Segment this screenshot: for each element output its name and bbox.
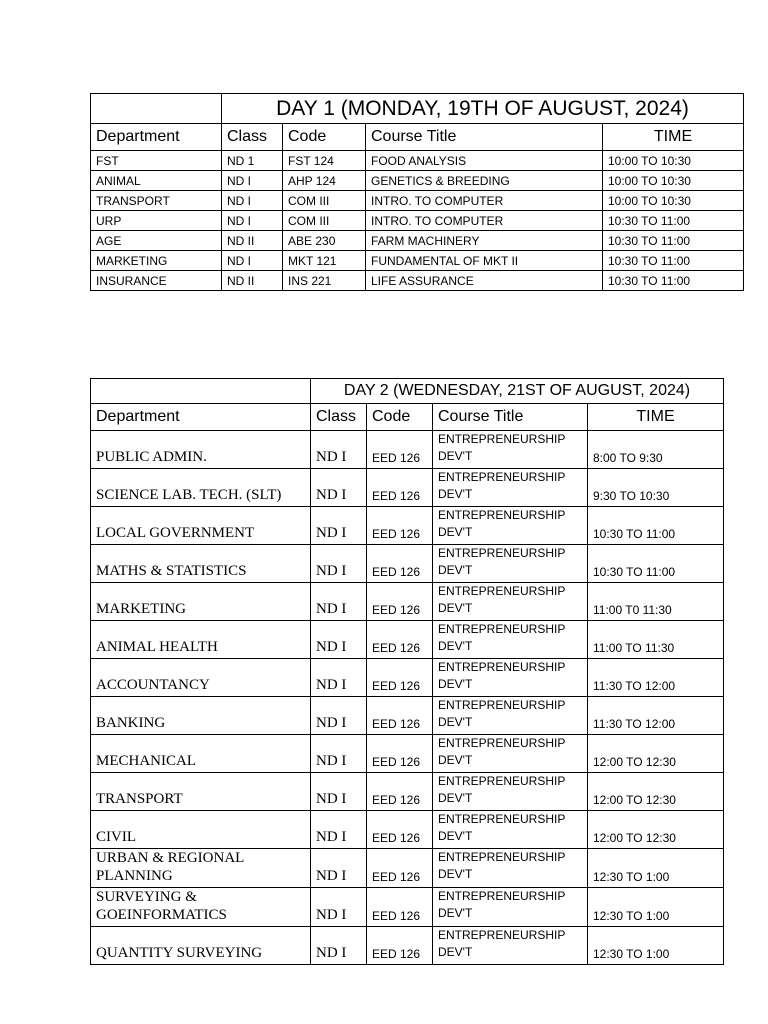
course-title-cell: ENTREPRENEURSHIP DEV'T	[433, 621, 588, 659]
day1-timetable	[90, 93, 744, 291]
table-row	[91, 151, 744, 171]
department-cell: SURVEYING & GOEINFORMATICS	[91, 888, 311, 927]
time-cell: 12:30 TO 1:00	[588, 849, 724, 888]
code-cell: EED 126	[367, 545, 433, 583]
course-title-cell: ENTREPRENEURSHIP DEV'T	[433, 811, 588, 849]
time-cell: 9:30 TO 10:30	[588, 469, 724, 507]
course-title-cell: ENTREPRENEURSHIP DEV'T	[433, 545, 588, 583]
table-row	[91, 927, 724, 965]
table-row	[91, 271, 744, 291]
table-row	[91, 191, 744, 211]
header-course-title: Course Title	[366, 124, 603, 151]
header-time: TIME	[603, 124, 744, 151]
time-cell: 10:30 TO 11:00	[588, 545, 724, 583]
department-cell: ANIMAL	[91, 171, 222, 191]
code-cell: COM III	[283, 191, 366, 211]
header-time: TIME	[588, 404, 724, 431]
class-cell: ND I	[311, 545, 367, 583]
time-cell: 11:30 TO 12:00	[588, 659, 724, 697]
code-cell: EED 126	[367, 621, 433, 659]
day2-title-row	[91, 379, 724, 404]
department-cell: QUANTITY SURVEYING	[91, 927, 311, 965]
course-title-cell: FUNDAMENTAL OF MKT II	[366, 251, 603, 271]
code-cell: EED 126	[367, 888, 433, 927]
course-title-cell: ENTREPRENEURSHIP DEV'T	[433, 507, 588, 545]
time-cell: 10:00 TO 10:30	[603, 151, 744, 171]
time-cell: 10:30 TO 11:00	[603, 271, 744, 291]
day2-title: DAY 2 (WEDNESDAY, 21ST OF AUGUST, 2024)	[311, 379, 724, 404]
time-cell: 10:00 TO 10:30	[603, 171, 744, 191]
table-row	[91, 171, 744, 191]
header-class: Class	[311, 404, 367, 431]
table-row	[91, 545, 724, 583]
time-cell: 12:30 TO 1:00	[588, 888, 724, 927]
course-title-cell: ENTREPRENEURSHIP DEV'T	[433, 888, 588, 927]
header-course-title: Course Title	[433, 404, 588, 431]
code-cell: EED 126	[367, 811, 433, 849]
code-cell: EED 126	[367, 507, 433, 545]
department-cell: TRANSPORT	[91, 191, 222, 211]
time-cell: 10:30 TO 11:00	[603, 251, 744, 271]
course-title-cell: ENTREPRENEURSHIP DEV'T	[433, 849, 588, 888]
time-cell: 10:30 TO 11:00	[588, 507, 724, 545]
table-row	[91, 211, 744, 231]
course-title-cell: ENTREPRENEURSHIP DEV'T	[433, 927, 588, 965]
class-cell: ND I	[311, 927, 367, 965]
department-cell: TRANSPORT	[91, 773, 311, 811]
day1-rows	[91, 151, 744, 291]
course-title-cell: FOOD ANALYSIS	[366, 151, 603, 171]
table-row	[91, 773, 724, 811]
code-cell: EED 126	[367, 735, 433, 773]
department-cell: AGE	[91, 231, 222, 251]
class-cell: ND II	[222, 271, 283, 291]
department-cell: ANIMAL HEALTH	[91, 621, 311, 659]
time-cell: 10:30 TO 11:00	[603, 211, 744, 231]
department-cell: URBAN & REGIONAL PLANNING	[91, 849, 311, 888]
header-department: Department	[91, 404, 311, 431]
class-cell: ND I	[311, 811, 367, 849]
course-title-cell: ENTREPRENEURSHIP DEV'T	[433, 697, 588, 735]
header-department: Department	[91, 124, 222, 151]
day1-header-row	[91, 124, 744, 151]
department-cell: FST	[91, 151, 222, 171]
class-cell: ND I	[311, 659, 367, 697]
course-title-cell: INTRO. TO COMPUTER	[366, 191, 603, 211]
class-cell: ND I	[311, 469, 367, 507]
code-cell: MKT 121	[283, 251, 366, 271]
department-cell: PUBLIC ADMIN.	[91, 431, 311, 469]
course-title-cell: FARM MACHINERY	[366, 231, 603, 251]
code-cell: FST 124	[283, 151, 366, 171]
time-cell: 12:00 TO 12:30	[588, 773, 724, 811]
class-cell: ND I	[311, 735, 367, 773]
class-cell: ND I	[311, 849, 367, 888]
day1-title: DAY 1 (MONDAY, 19TH OF AUGUST, 2024)	[222, 94, 744, 124]
department-cell: MARKETING	[91, 583, 311, 621]
department-cell: LOCAL GOVERNMENT	[91, 507, 311, 545]
department-cell: CIVIL	[91, 811, 311, 849]
code-cell: EED 126	[367, 773, 433, 811]
code-cell: COM III	[283, 211, 366, 231]
class-cell: ND I	[222, 171, 283, 191]
time-cell: 11:30 TO 12:00	[588, 697, 724, 735]
table-row	[91, 735, 724, 773]
department-cell: MECHANICAL	[91, 735, 311, 773]
department-cell: ACCOUNTANCY	[91, 659, 311, 697]
header-class: Class	[222, 124, 283, 151]
header-code: Code	[367, 404, 433, 431]
class-cell: ND I	[311, 583, 367, 621]
class-cell: ND I	[311, 621, 367, 659]
class-cell: ND I	[311, 773, 367, 811]
code-cell: EED 126	[367, 849, 433, 888]
table-row	[91, 469, 724, 507]
course-title-cell: ENTREPRENEURSHIP DEV'T	[433, 469, 588, 507]
table-row	[91, 849, 724, 888]
day2-title-blank-cell	[91, 379, 311, 404]
department-cell: URP	[91, 211, 222, 231]
course-title-cell: ENTREPRENEURSHIP DEV'T	[433, 659, 588, 697]
class-cell: ND I	[311, 507, 367, 545]
table-row	[91, 583, 724, 621]
class-cell: ND I	[311, 431, 367, 469]
table-row	[91, 659, 724, 697]
class-cell: ND 1	[222, 151, 283, 171]
day2-header-row	[91, 404, 724, 431]
code-cell: AHP 124	[283, 171, 366, 191]
time-cell: 12:00 TO 12:30	[588, 811, 724, 849]
time-cell: 10:30 TO 11:00	[603, 231, 744, 251]
code-cell: EED 126	[367, 927, 433, 965]
day2-rows	[91, 431, 724, 965]
code-cell: ABE 230	[283, 231, 366, 251]
table-row	[91, 888, 724, 927]
table-row	[91, 621, 724, 659]
table-row	[91, 811, 724, 849]
time-cell: 11:00 T0 11:30	[588, 583, 724, 621]
day1-title-blank-cell	[91, 94, 222, 124]
class-cell: ND I	[222, 251, 283, 271]
class-cell: ND I	[222, 211, 283, 231]
department-cell: SCIENCE LAB. TECH. (SLT)	[91, 469, 311, 507]
time-cell: 12:00 TO 12:30	[588, 735, 724, 773]
table-row	[91, 507, 724, 545]
code-cell: EED 126	[367, 697, 433, 735]
department-cell: INSURANCE	[91, 271, 222, 291]
code-cell: EED 126	[367, 583, 433, 621]
class-cell: ND I	[311, 888, 367, 927]
course-title-cell: ENTREPRENEURSHIP DEV'T	[433, 773, 588, 811]
time-cell: 11:00 TO 11:30	[588, 621, 724, 659]
class-cell: ND I	[311, 697, 367, 735]
time-cell: 10:00 TO 10:30	[603, 191, 744, 211]
code-cell: EED 126	[367, 659, 433, 697]
table-row	[91, 231, 744, 251]
day1-title-row	[91, 94, 744, 124]
course-title-cell: INTRO. TO COMPUTER	[366, 211, 603, 231]
department-cell: MARKETING	[91, 251, 222, 271]
class-cell: ND II	[222, 231, 283, 251]
department-cell: BANKING	[91, 697, 311, 735]
course-title-cell: GENETICS & BREEDING	[366, 171, 603, 191]
time-cell: 8:00 TO 9:30	[588, 431, 724, 469]
table-row	[91, 697, 724, 735]
class-cell: ND I	[222, 191, 283, 211]
course-title-cell: ENTREPRENEURSHIP DEV'T	[433, 735, 588, 773]
course-title-cell: ENTREPRENEURSHIP DEV'T	[433, 431, 588, 469]
course-title-cell: ENTREPRENEURSHIP DEV'T	[433, 583, 588, 621]
code-cell: EED 126	[367, 431, 433, 469]
department-cell: MATHS & STATISTICS	[91, 545, 311, 583]
day2-timetable	[90, 378, 724, 965]
table-row	[91, 251, 744, 271]
time-cell: 12:30 TO 1:00	[588, 927, 724, 965]
course-title-cell: LIFE ASSURANCE	[366, 271, 603, 291]
code-cell: INS 221	[283, 271, 366, 291]
code-cell: EED 126	[367, 469, 433, 507]
table-row	[91, 431, 724, 469]
header-code: Code	[283, 124, 366, 151]
